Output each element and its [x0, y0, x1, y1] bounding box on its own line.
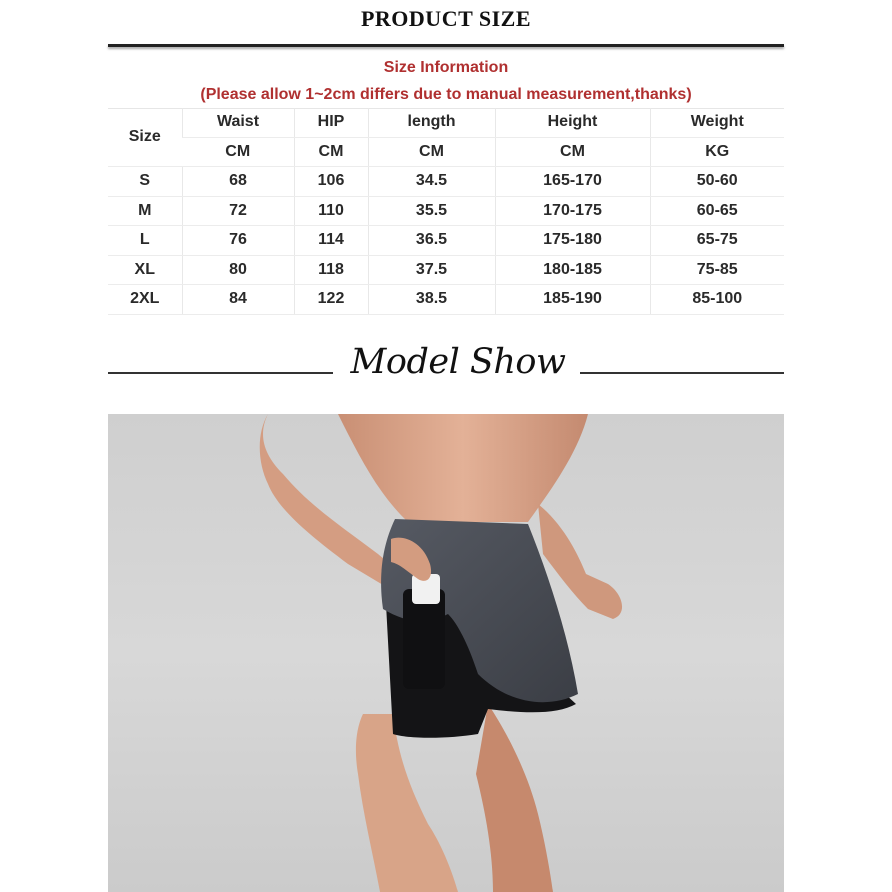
- size-cell: M: [108, 196, 182, 226]
- table-cell: 114: [294, 226, 368, 256]
- model-photo: [108, 414, 784, 892]
- header-height: Height: [495, 108, 650, 137]
- size-cell: 2XL: [108, 285, 182, 315]
- header-length: length: [368, 108, 495, 137]
- table-row: [108, 255, 784, 285]
- unit-height: CM: [495, 137, 650, 167]
- table-unit-row: [108, 137, 784, 167]
- table-cell: 38.5: [368, 285, 495, 315]
- table-cell: 75-85: [650, 255, 784, 285]
- table-cell: 68: [182, 167, 294, 197]
- measurement-note: (Please allow 1~2cm differs due to manual measurement,thanks): [200, 86, 692, 103]
- table-cell: 170-175: [495, 196, 650, 226]
- size-chart-table: [108, 108, 784, 315]
- table-row: [108, 285, 784, 315]
- size-cell: XL: [108, 255, 182, 285]
- back-leg-shape: [476, 704, 553, 892]
- table-cell: 106: [294, 167, 368, 197]
- table-cell: 60-65: [650, 196, 784, 226]
- table-row: [108, 167, 784, 197]
- page-title: PRODUCT SIZE: [360, 6, 532, 31]
- table-header-row: [108, 108, 784, 137]
- table-cell: 122: [294, 285, 368, 315]
- unit-hip: CM: [294, 137, 368, 167]
- table-cell: 76: [182, 226, 294, 256]
- table-cell: 50-60: [650, 167, 784, 197]
- table-cell: 36.5: [368, 226, 495, 256]
- size-information-heading: Size Information: [383, 59, 509, 76]
- header-waist: Waist: [182, 108, 294, 137]
- size-cell: L: [108, 226, 182, 256]
- table-cell: 37.5: [368, 255, 495, 285]
- table-cell: 80: [182, 255, 294, 285]
- table-cell: 84: [182, 285, 294, 315]
- torso-shape: [338, 414, 588, 522]
- table-cell: 72: [182, 196, 294, 226]
- size-header-cell: Size: [108, 108, 182, 167]
- table-cell: 85-100: [650, 285, 784, 315]
- table-cell: 110: [294, 196, 368, 226]
- table-cell: 35.5: [368, 196, 495, 226]
- table-cell: 65-75: [650, 226, 784, 256]
- table-cell: 180-185: [495, 255, 650, 285]
- unit-waist: CM: [182, 137, 294, 167]
- size-information-block: [108, 56, 784, 108]
- title-divider: [108, 44, 784, 47]
- table-cell: 185-190: [495, 285, 650, 315]
- header-hip: HIP: [294, 108, 368, 137]
- model-show-right-rule: [580, 372, 784, 374]
- table-row: [108, 226, 784, 256]
- model-show-heading: Model Show: [350, 342, 566, 382]
- model-show-left-rule: [108, 372, 333, 374]
- table-cell: 175-180: [495, 226, 650, 256]
- table-cell: 118: [294, 255, 368, 285]
- model-illustration: [108, 414, 784, 892]
- front-leg-shape: [356, 714, 458, 892]
- unit-weight: KG: [650, 137, 784, 167]
- header-weight: Weight: [650, 108, 784, 137]
- size-cell: S: [108, 167, 182, 197]
- table-cell: 165-170: [495, 167, 650, 197]
- unit-length: CM: [368, 137, 495, 167]
- table-row: [108, 196, 784, 226]
- table-cell: 34.5: [368, 167, 495, 197]
